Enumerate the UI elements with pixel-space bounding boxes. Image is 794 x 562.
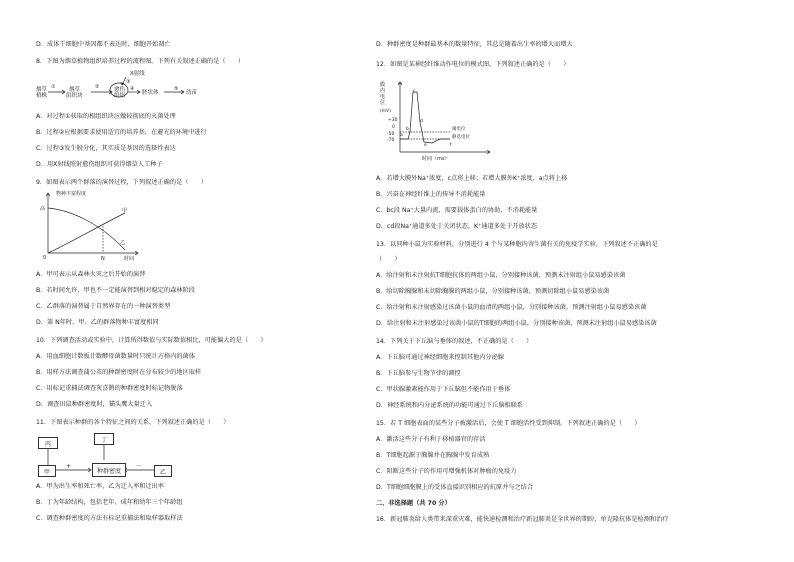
q12-ylabel-4: 位 <box>380 100 386 106</box>
q15-option-c: C．阻断这些分子的作用可增强机体对肿瘤的免疫力 <box>376 468 517 475</box>
q12-stem: 12．如图是某神经纤维动作电位的模式图，下列叙述正确的是（ ） <box>376 61 570 68</box>
q9-curve-jia <box>48 208 128 250</box>
q11-box-ding: 丁 <box>94 433 114 445</box>
q12-tick-30: +30 <box>388 118 398 123</box>
q8-option-a: A．对过程①获取的根组织块应做较彻底的灭菌处理 <box>36 113 176 120</box>
q12-legend-threshold: 阈电位 <box>452 127 466 132</box>
q9-option-b: B．若时间允许，甲也不一定能演替到相对稳定的森林阶段 <box>36 287 195 294</box>
q11-option-c: C．调查种群密度的方法有标记重捕法和取样器取样法 <box>36 515 183 522</box>
q8-node-1: 烟草 <box>36 87 48 93</box>
q11-box-bing: 丙 <box>38 437 58 449</box>
q15-stem: 15．若 T 细胞表面的某些分子被激活后，会使 T 细胞活性受到抑制。下列叙述正确的是（ ） <box>376 420 641 427</box>
q8-node-3: 愈伤 <box>114 87 126 93</box>
q11-diagram <box>36 432 196 478</box>
q14-option-d: D．神经系统和内分泌系统的功能可通过下丘脑相联系 <box>376 402 524 409</box>
q12-option-c: C．bc段 Na⁺大量内流，需要载体蛋白的协助，不消耗能量 <box>376 207 538 214</box>
q12-unit: (mV) <box>380 109 391 114</box>
q11-option-a: A．甲为出生率和死亡率，乙为迁入率和迁出率 <box>36 483 164 490</box>
q13-option-c: C．给注射和未注射感染过该菌小鼠的血清的两组小鼠，分别接种该菌，预测注射组小鼠易感染该菌 <box>376 304 647 311</box>
q12-point-d: d <box>420 119 423 124</box>
q13-option-d: D．给注射和未注射感染过该菌小鼠的T细胞的两组小鼠，分别接种该菌，预测未注射组小鼠易感染该菌 <box>376 320 657 327</box>
q10-stem: 10．下列调查活动或实验中，计算所得数值与实际数值相比，可能偏大的是（ ） <box>36 337 267 344</box>
q8-xray-label: X射线 <box>130 71 145 77</box>
q15-option-b: B．T细胞起源于胸腺并在胸腺中发育成熟 <box>376 452 490 459</box>
q12-ylabel-3: 电 <box>380 94 386 100</box>
q8-node-5: 幼苗 <box>186 90 198 96</box>
q8-node-2b: 组织块 <box>66 93 83 99</box>
q9-chart <box>40 188 140 263</box>
q11-option-d: D．种群密度是种群最基本的数量特征，其总是随着出生率的增大而增大 <box>376 41 573 48</box>
q9-origin: 0 <box>43 255 47 261</box>
q11-box-density: 种群密度 <box>92 463 126 477</box>
q9-label-jia: 甲 <box>122 208 128 214</box>
q12-xlabel: 时间（ms） <box>422 156 450 162</box>
q12-curve <box>400 92 450 143</box>
q8-node-2: 烟草 <box>69 87 81 93</box>
q12-option-a: A．若增大膜外Na⁺浓度，c点将上移；若增大膜外K⁺浓度，a点将上移 <box>376 175 568 182</box>
q12-ylabel-2: 内 <box>380 88 386 94</box>
q16-stem: 16．新冠肺炎给人类带来深重灾难，能快速检测和治疗新冠肺炎是全世界的期盼，单克隆抗体是检测和治疗 <box>376 516 669 523</box>
q8-node-1b: 植株 <box>36 93 48 99</box>
q12-tick-0: 0 <box>392 125 395 130</box>
q10-option-b: B．用样方法调查蒲公英的种群密度时在分布较少的地区取样 <box>36 369 202 376</box>
q9-ylabel: 物种丰富程度 <box>56 191 87 197</box>
q12-point-c: c <box>413 89 416 94</box>
section-2-heading: 二、非选择题（共 70 分） <box>376 500 451 507</box>
q13-stem-cont: （ ） <box>376 256 401 263</box>
q14-option-b: B．下丘脑参与生物节律的调控 <box>376 370 461 377</box>
q8-node-4: 胚状体 <box>142 90 159 96</box>
q11-minus-sign: － <box>136 463 143 470</box>
q9-high-label: 高 <box>40 206 46 212</box>
q12-point-f: f <box>450 143 452 148</box>
q12-legend-resting: 静息电位 <box>452 135 470 140</box>
q10-option-a: A．用血细胞计数板计数酵母菌数量时只统计方格内的菌体 <box>36 353 195 360</box>
q11-option-b: B．丁为年龄结构，包括老年、成年和幼年三个年龄组 <box>36 499 183 506</box>
q9-label-yi: 乙 <box>120 240 126 246</box>
q9-option-d: D．第 N年时，甲、乙的群落物种丰富度相同 <box>36 319 159 326</box>
q12-option-d: D．cd段Na⁺通道多处于关闭状态，K⁺通道多处于开放状态 <box>376 223 538 230</box>
q9-xlabel: 时间 <box>124 256 135 262</box>
q9-curve-yi <box>48 213 125 253</box>
q12-tick-m50: -50 <box>387 132 395 137</box>
q10-option-c: C．用标记重捕法调查灰喜鹊的种群密度时标记物脱落 <box>36 385 183 392</box>
q8-option-d: D．用X射线照射愈伤组织可获得烟草人工种子 <box>36 161 163 168</box>
q9-stem: 9．如图表示两个群落的演替过程，下列叙述正确的是（ ） <box>36 179 207 186</box>
q11-plus-sign: + <box>66 463 72 470</box>
q13-stem: 13．以同种小鼠为实验材料，分别进行 4 个与某种胞内寄生菌有关的免疫学实验，下列叙述不正确的是 <box>376 241 658 248</box>
q8-stem: 8．下图为烟草植物组织培养过程的流程图。下列有关叙述正确的是（ ） <box>36 58 245 65</box>
q8-step-5: ⑤ <box>174 86 179 92</box>
q8-flowchart <box>36 66 236 106</box>
q8-step-3: ③ <box>126 79 131 85</box>
q8-step-1: ① <box>51 84 56 90</box>
q12-tick-m70: -70 <box>387 138 395 143</box>
q9-n-label: N <box>101 256 105 262</box>
q8-option-b: B．过程②应根据要求使用适宜的培养基，在避光的环境中进行 <box>36 129 207 136</box>
q15-option-a: A．激活这些分子有利于移植器官的存活 <box>376 436 486 443</box>
q7-option-d: D．成体干细胞中基因都不表达时，细胞开始凋亡 <box>36 41 171 48</box>
q12-option-b: B．兴奋在神经纤维上的传导不消耗能量 <box>376 191 486 198</box>
q10-option-d: D．调查田鼠种群密度时，猫头鹰大量迁入 <box>36 401 153 408</box>
q9-option-a: A．甲可表示从森林火灾之后开始的演替 <box>36 271 146 278</box>
q8-option-c: C．过程③发生脱分化，其实质是基因的选择性表达 <box>36 145 176 152</box>
q14-option-a: A．下丘脑可通过神经细胞来控制其他内分泌腺 <box>376 354 504 361</box>
q11-box-yi: 乙 <box>154 465 172 477</box>
q12-point-a: a <box>400 133 403 138</box>
q8-step-2: ② <box>95 84 100 90</box>
q11-stem: 11．下图表示种群的各个特征之间的关系，下列叙述正确的是（ ） <box>36 419 230 426</box>
q14-option-c: C．甲状腺激素能作用于下丘脑但不能作用于垂体 <box>376 386 511 393</box>
q9-option-c: C．乙群落的演替属于自然界存在的一种演替类型 <box>36 303 171 310</box>
q11-box-jia: 甲 <box>38 465 56 477</box>
q13-option-b: B．给切除胸腺和未切除胸腺的两组小鼠，分别接种该菌，预测切除组小鼠易感染该菌 <box>376 288 610 295</box>
q12-point-e: e <box>424 143 427 148</box>
q12-point-b: b <box>406 127 409 132</box>
q8-step-4: ④ <box>130 86 135 92</box>
q13-option-a: A．给注射和未注射抗T细胞抗体的两组小鼠，分别接种该菌，预测未注射组小鼠易感染该菌 <box>376 272 626 279</box>
q15-option-d: D．T细胞细胞膜上的受体直接识别相应的抗原并与之结合 <box>376 484 534 491</box>
q12-chart <box>380 72 510 164</box>
q14-stem: 14．下列关于下丘脑与垂体的叙述，不正确的是（ ） <box>376 338 533 345</box>
q8-node-3b: 组织 <box>114 93 126 99</box>
q12-ylabel-1: 膜 <box>380 82 386 88</box>
